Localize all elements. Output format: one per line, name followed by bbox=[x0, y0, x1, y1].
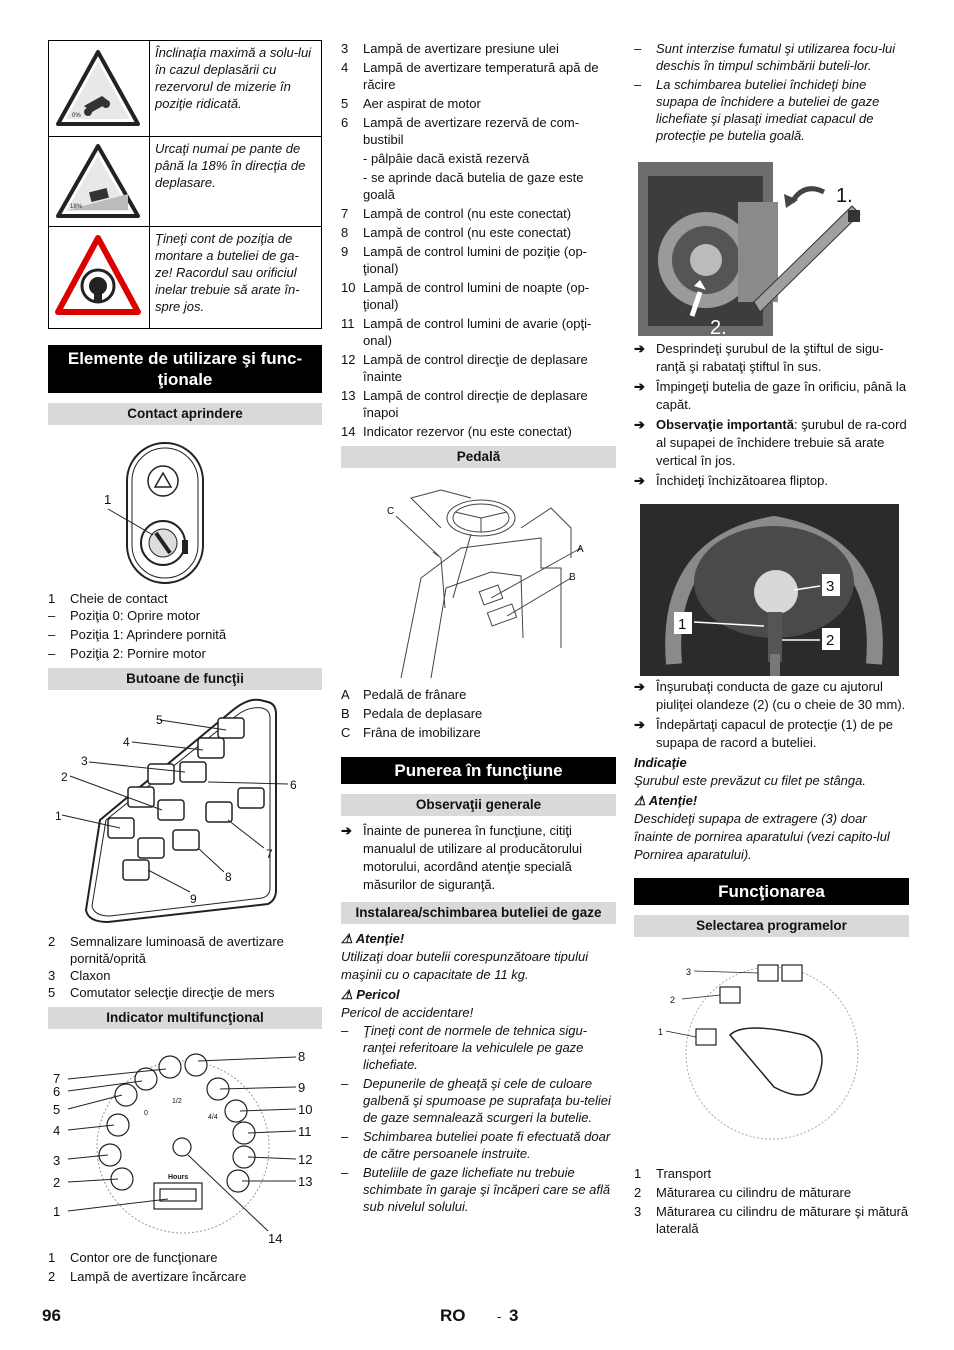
footer-separator: - bbox=[497, 1309, 502, 1324]
step-item: ➔ Îndepărtaţi capacul de protecţie (1) de pe supapa de racord a buteliei. bbox=[634, 717, 894, 750]
list-item: B Pedala de deplasare bbox=[341, 706, 483, 721]
list-item: 8 Lampă de control (nu este conectat) bbox=[341, 225, 572, 240]
function-button-shape bbox=[198, 738, 224, 758]
page-number: 96 bbox=[42, 1306, 61, 1325]
callout-label: 1. bbox=[836, 185, 853, 207]
warning-lamp-icon bbox=[159, 1056, 181, 1078]
arrow-right-icon: ➔ bbox=[634, 379, 645, 394]
program-selector-figure bbox=[634, 937, 909, 1165]
function-button-shape bbox=[173, 830, 199, 850]
list-item: 10 Lampă de control lumini de noapte (op-ţional) bbox=[341, 280, 590, 312]
warning-triangle-icon: ⚠ bbox=[634, 793, 646, 808]
side-broom-icon bbox=[782, 965, 802, 981]
callout-label: 4 bbox=[53, 1123, 61, 1138]
callout-label: 2. bbox=[710, 317, 727, 336]
function-button-shape bbox=[206, 802, 232, 822]
warning-sign-label: 0% bbox=[72, 113, 81, 119]
list-item: 1 Cheie de contact bbox=[48, 591, 168, 606]
warning-row bbox=[49, 41, 322, 137]
subsection-title-indicator: Indicator multifuncţional bbox=[48, 1007, 322, 1029]
warning-triangle-icon: ⚠ bbox=[341, 987, 353, 1002]
warning-table bbox=[48, 40, 322, 329]
attention-text: Utilizaţi doar butelii corespunzătoare tipului maşinii cu o capacitate de 11 kg. bbox=[341, 949, 589, 982]
list-item: 1 Transport bbox=[634, 1166, 712, 1181]
dial-label: 0 bbox=[144, 1110, 148, 1117]
warning-text: Înclinaţia maximă a solu-lui în cazul deplasării cu rezervorul de mizerie în poziţie ridicată. bbox=[150, 41, 322, 137]
function-button-shape bbox=[148, 764, 174, 784]
function-button-shape bbox=[138, 838, 164, 858]
list-item: 3 Măturarea cu cilindru de măturare şi mătură laterală bbox=[634, 1204, 909, 1236]
sweep-roller-icon bbox=[758, 965, 778, 981]
ignition-figure bbox=[48, 425, 322, 590]
callout-label: 9 bbox=[190, 892, 197, 906]
callout-label: 6 bbox=[290, 778, 297, 792]
attention-label: ⚠ Atenţie! bbox=[634, 793, 698, 808]
function-button-shape bbox=[128, 787, 154, 807]
dial-label: 1/2 bbox=[172, 1098, 182, 1105]
arrow-right-icon: ➔ bbox=[634, 473, 645, 488]
list-item: - se aprinde dacă butelia de gaze este goală bbox=[363, 170, 584, 202]
subsection-title-instalare: Instalarea/schimbarea buteliei de gaze bbox=[341, 902, 616, 924]
attention-label: ⚠ Atenţie! bbox=[341, 931, 405, 946]
callout-label: 5 bbox=[156, 713, 163, 727]
step-item: ➔ Înainte de punerea în funcţiune, citiţi manualul de utilizare al producătorului motorului, acordând atenţie specială măsurilor de siguranţă. bbox=[341, 823, 582, 892]
list-item: 12 Lampă de control direcţie de deplasare înainte bbox=[341, 352, 588, 384]
arrow-right-icon: ➔ bbox=[634, 679, 645, 694]
list-item: 11 Lampă de control lumini de avarie (opţi-onal) bbox=[341, 316, 592, 348]
danger-text: Pericol de accidentare! bbox=[341, 1005, 474, 1020]
transport-icon bbox=[696, 1029, 716, 1045]
pedal-figure bbox=[341, 468, 616, 686]
subsection-title-contact: Contact aprindere bbox=[48, 403, 322, 425]
language-code: RO bbox=[440, 1306, 466, 1325]
list-item: 7 Lampă de control (nu este conectat) bbox=[341, 206, 572, 221]
column-1 bbox=[48, 40, 322, 1285]
list-item: 4 Lampă de avertizare temperatură apă de răcire bbox=[341, 60, 599, 92]
column-3 bbox=[634, 40, 909, 1237]
dash-item: – Ţineţi cont de normele de tehnica sigu-ranţei referitoare la vehiculele pe gaze lichefiate. bbox=[341, 1022, 616, 1073]
callout-label: 1 bbox=[678, 616, 687, 633]
callout-label: 14 bbox=[268, 1231, 283, 1246]
list-item: 2 Măturarea cu cilindru de măturare bbox=[634, 1185, 852, 1200]
callout-label: 6 bbox=[53, 1084, 61, 1099]
indicator-items-list bbox=[341, 40, 616, 440]
subsection-title-butoane: Butoane de funcţii bbox=[48, 668, 322, 690]
warning-row bbox=[49, 137, 322, 227]
warning-text: Ţineţi cont de poziţia de montare a buteliei de ga-ze! Racordul sau orificiul inelar trebuie să arate în-spre jos. bbox=[150, 227, 322, 329]
function-button-shape bbox=[218, 718, 244, 738]
subsection-title-observatii: Observaţii generale bbox=[341, 794, 616, 816]
callout-label: 2 bbox=[53, 1175, 61, 1190]
arrow-right-icon: ➔ bbox=[634, 417, 645, 432]
callout-label: 10 bbox=[298, 1102, 313, 1117]
multifunction-display-figure bbox=[48, 1029, 322, 1249]
dash-item: – Poziţia 1: Aprindere pornită bbox=[48, 626, 322, 643]
warning-triangle-icon: ⚠ bbox=[341, 931, 353, 946]
callout-label: 8 bbox=[298, 1049, 306, 1064]
callout-label: C bbox=[387, 506, 395, 517]
callout-label: 12 bbox=[298, 1152, 313, 1167]
list-item: 13 Lampă de control direcţie de deplasare înapoi bbox=[341, 388, 588, 420]
list-item: 3 Claxon bbox=[48, 968, 111, 983]
gas-bottle-photo-2 bbox=[634, 504, 909, 676]
function-buttons-figure bbox=[48, 690, 322, 933]
callout-label: A bbox=[577, 544, 584, 555]
callout-label: 2 bbox=[61, 770, 68, 784]
warning-sign-label: 18% bbox=[70, 204, 83, 210]
step-item: ➔ Desprindeţi şurubul de la ştiftul de sigu-ranţă şi rabataţi ştiftul în sus. bbox=[634, 341, 884, 374]
list-item: 5 Comutator selecţie direcţie de mers bbox=[48, 985, 275, 1000]
dash-item: – Sunt interzise fumatul şi utilizarea focu-lui deschis în timpul schimbării buteli-lor. bbox=[634, 40, 909, 74]
arrow-right-icon: ➔ bbox=[341, 823, 352, 838]
dial-label: 4/4 bbox=[208, 1114, 218, 1121]
warning-row bbox=[49, 227, 322, 329]
list-item: 14 Indicator rezervor (nu este conectat) bbox=[341, 424, 572, 439]
subsection-title-selectare: Selectarea programelor bbox=[634, 915, 909, 937]
callout-label: 5 bbox=[53, 1102, 61, 1117]
subsection-title-pedala: Pedală bbox=[341, 446, 616, 468]
hours-label: Hours bbox=[168, 1174, 189, 1181]
section-title-elemente: Elemente de utilizare şi func-ţionale bbox=[48, 345, 322, 393]
callout-label: 3 bbox=[81, 754, 88, 768]
dash-item: – La schimbarea buteliei închideţi bine supapa de închidere a buteliei de gaze lichefiate şi plasaţi imediat capacul de protecţie pe butelia goală. bbox=[634, 76, 909, 144]
callout-label: 3 bbox=[686, 967, 692, 977]
section-page-number: 3 bbox=[509, 1306, 519, 1325]
list-item: - pâlpâie dacă există rezervă bbox=[363, 151, 530, 166]
callout-label: 3 bbox=[53, 1153, 61, 1168]
step-item: ➔ Înşurubaţi conducta de gaze cu ajutorul piuliţei olandeze (2) (cu o cheie de 30 mm). bbox=[634, 679, 906, 712]
dash-item: – Poziţia 2: Pornire motor bbox=[48, 645, 322, 662]
arrow-right-icon: ➔ bbox=[634, 341, 645, 356]
callout-label: 13 bbox=[298, 1174, 313, 1189]
callout-label: 2 bbox=[670, 995, 676, 1005]
dash-item: – Schimbarea buteliei poate fi efectuată doar de către persoanele instruite. bbox=[341, 1128, 616, 1162]
fuel-gauge-knob bbox=[173, 1138, 191, 1156]
indicatie-text: Şurubul este prevăzut cu filet pe stânga. bbox=[634, 773, 866, 788]
section-title-functionare: Funcţionarea bbox=[634, 878, 909, 905]
callout-label: 4 bbox=[123, 735, 130, 749]
callout-label: 1 bbox=[55, 809, 62, 823]
attention-text: Deschideţi supapa de extragere (3) doar înainte de pornirea aparatului (vezi capito-lul Pornirea aparatului). bbox=[634, 811, 890, 862]
callout-label: 2 bbox=[826, 632, 835, 649]
warning-lamp-icon bbox=[115, 1084, 137, 1106]
list-item: 2 Lampă de avertizare încărcare bbox=[48, 1269, 247, 1284]
list-item: 1 Contor ore de funcţionare bbox=[48, 1250, 218, 1265]
callout-label: 8 bbox=[225, 870, 232, 884]
warning-text: Urcaţi numai pe pante de până la 18% în direcţia de deplasare. bbox=[150, 137, 322, 227]
arrow-right-icon: ➔ bbox=[634, 717, 645, 732]
callout-label: 11 bbox=[298, 1124, 312, 1139]
column-2 bbox=[341, 40, 616, 1215]
warning-lamp-icon bbox=[99, 1144, 121, 1166]
list-item: 6 Lampă de avertizare rezervă de com-bustibil bbox=[341, 115, 580, 147]
warning-sign-incline-icon bbox=[49, 137, 150, 227]
list-item: 9 Lampă de control lumini de poziţie (op-ţional) bbox=[341, 244, 588, 276]
list-item: A Pedală de frânare bbox=[341, 687, 467, 702]
warning-sign-gas-bottle-icon bbox=[49, 227, 150, 329]
callout-label: 1 bbox=[658, 1027, 664, 1037]
sweep-roller-icon bbox=[720, 987, 740, 1003]
step-item: ➔ Închideţi închizătoarea fliptop. bbox=[634, 473, 828, 488]
dash-item: – Depunerile de gheaţă şi cele de culoare galbenă şi spumoase pe suprafaţa bu-teliei de gaze semnalează scurgeri la butelie. bbox=[341, 1075, 616, 1126]
list-item: 5 Aer aspirat de motor bbox=[341, 96, 481, 111]
callout-label: B bbox=[569, 572, 576, 583]
function-button-shape bbox=[238, 788, 264, 808]
function-button-shape bbox=[108, 818, 134, 838]
dash-item: – Buteliile de gaze lichefiate nu trebuie schimbate în garaje şi încăperi care se află sub nivelul solului. bbox=[341, 1164, 616, 1215]
list-item: C Frâna de imobilizare bbox=[341, 725, 481, 740]
dash-item: – Poziţia 0: Oprire motor bbox=[48, 607, 322, 624]
danger-label: ⚠ Pericol bbox=[341, 987, 400, 1002]
list-item: 3 Lampă de avertizare presiune ulei bbox=[341, 41, 559, 56]
callout-label: 1 bbox=[104, 492, 112, 507]
callout-label: 9 bbox=[298, 1080, 306, 1095]
warning-lamp-icon bbox=[185, 1054, 207, 1076]
section-title-punerea: Punerea în funcţiune bbox=[341, 757, 616, 784]
gas-bottle-photo-1 bbox=[634, 162, 909, 336]
warning-sign-slope-icon bbox=[49, 41, 150, 137]
callout-label: 7 bbox=[266, 847, 273, 861]
callout-label: 3 bbox=[826, 578, 835, 595]
indicatie-label: Indicaţie bbox=[634, 755, 687, 770]
list-item: 2 Semnalizare luminoasă de avertizare pornită/oprită bbox=[48, 934, 284, 966]
step-item: ➔ Observaţie importantă: şurubul de ra-cord al supapei de închidere trebuie să arate vertical în jos. bbox=[634, 417, 907, 468]
function-button-shape bbox=[123, 860, 149, 880]
callout-label: 7 bbox=[53, 1071, 61, 1086]
callout-label: 1 bbox=[53, 1204, 61, 1219]
step-item: ➔ Împingeţi butelia de gaze în orificiu, până la capăt. bbox=[634, 379, 907, 412]
